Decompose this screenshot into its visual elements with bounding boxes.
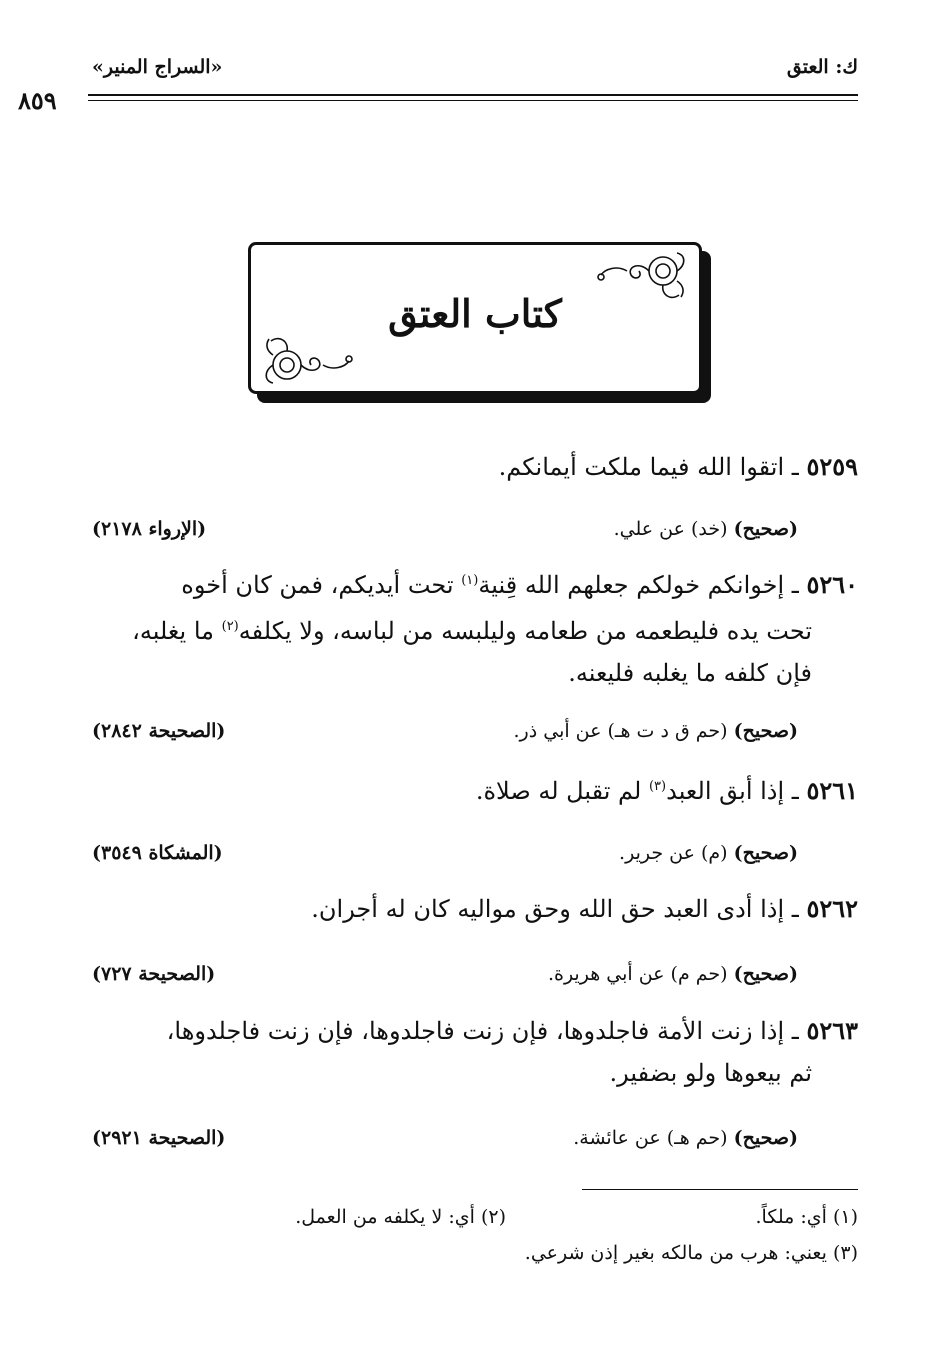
- running-header-chapter: ك: العتق: [786, 56, 858, 78]
- footnote-rule: [582, 1189, 858, 1190]
- footnote: (١) أي: ملكاً.: [755, 1206, 858, 1228]
- hadith-entry: ٥٢٦١ ـ إذا أبق العبد$^{(٣)}$ لم تقبل له صلاة.: [475, 776, 858, 805]
- footnote: (٣) يعني: هرب من مالكه بغير إذن شرعي.: [524, 1242, 858, 1264]
- hadith-text: إذا أبق العبد: [666, 777, 785, 805]
- hadith-text: تحت يده فليطعمه من طعامه وليلبسه من لباسه، ولا يكلفه: [238, 617, 812, 645]
- hadith-entry: ٥٢٦٢ ـ إذا أدى العبد حق الله وحق مواليه كان له أجران.: [311, 894, 858, 923]
- hadith-reference: (المشكاة ٣٥٤٩): [92, 842, 223, 864]
- footnote-marker: (٣): [648, 779, 667, 794]
- hadith-reference: (الصحيحة ٧٢٧): [92, 963, 216, 985]
- page-number: ٨٥٩: [18, 86, 57, 115]
- footnote-marker: (٢): [221, 619, 239, 634]
- hadith-source: (صحيح) (حم ق د ت هـ) عن أبي ذر.: [513, 720, 798, 742]
- floral-ornament-icon: [259, 333, 359, 385]
- hadith-source: (صحيح) (حم هـ) عن عائشة.: [573, 1127, 798, 1149]
- footnote: (٢) أي: لا يكلفه من العمل.: [295, 1206, 506, 1228]
- chapter-title: كتاب العتق: [388, 291, 562, 336]
- footnote-marker: (١): [461, 573, 479, 588]
- header-rule-thin: [88, 100, 858, 101]
- hadith-entry: ٥٢٥٩ ـ اتقوا الله فيما ملكت أيمانكم.: [498, 452, 858, 481]
- hadith-text: ثم بيعوها ولو بضفير.: [609, 1059, 812, 1087]
- chapter-title-frame: [248, 242, 702, 394]
- hadith-number: ٥٢٦٠: [806, 570, 858, 599]
- hadith-text: إذا أدى العبد حق الله وحق مواليه كان له أجران.: [311, 895, 785, 923]
- hadith-number: ٥٢٦٣: [806, 1016, 858, 1045]
- hadith-reference: (الصحيحة ٢٩٢١): [92, 1127, 226, 1149]
- hadith-reference: (الإرواء ٢١٧٨): [92, 518, 207, 540]
- hadith-source: (صحيح) (خد) عن علي.: [613, 518, 798, 540]
- hadith-source: (صحيح) (م) عن جرير.: [619, 842, 798, 864]
- header-rule: [88, 94, 858, 96]
- hadith-number: ٥٢٥٩: [806, 452, 858, 481]
- hadith-entry: ٥٢٦٠ ـ إخوانكم خولكم جعلهم الله قِنية$^{(١)}$ تحت أيديكم، فمن كان أخوه تحت يده فليطعمه من طعامه وليلبسه من لباسه، ولا يكلفه$^{(٢)}$ ما يغلبه، فإن كلفه ما يغلبه فليعنه.: [132, 570, 858, 687]
- running-header-book: «السراج المنير»: [92, 56, 223, 78]
- hadith-text: اتقوا الله فيما ملكت أيمانكم.: [498, 453, 785, 481]
- hadith-number: ٥٢٦١: [806, 776, 858, 805]
- hadith-number: ٥٢٦٢: [806, 894, 858, 923]
- hadith-entry: ٥٢٦٣ ـ إذا زنت الأمة فاجلدوها، فإن زنت فاجلدوها، فإن زنت فاجلدوها، ثم بيعوها ولو بضفير.: [166, 1016, 858, 1087]
- hadith-reference: (الصحيحة ٢٨٤٢): [92, 720, 226, 742]
- hadith-text: إخوانكم خولكم جعلهم الله قِنية: [478, 571, 785, 599]
- hadith-source: (صحيح) (حم م) عن أبي هريرة.: [547, 963, 798, 985]
- hadith-text: إذا زنت الأمة فاجلدوها، فإن زنت فاجلدوها، فإن زنت فاجلدوها،: [166, 1017, 785, 1045]
- hadith-text: فإن كلفه ما يغلبه فليعنه.: [568, 659, 812, 687]
